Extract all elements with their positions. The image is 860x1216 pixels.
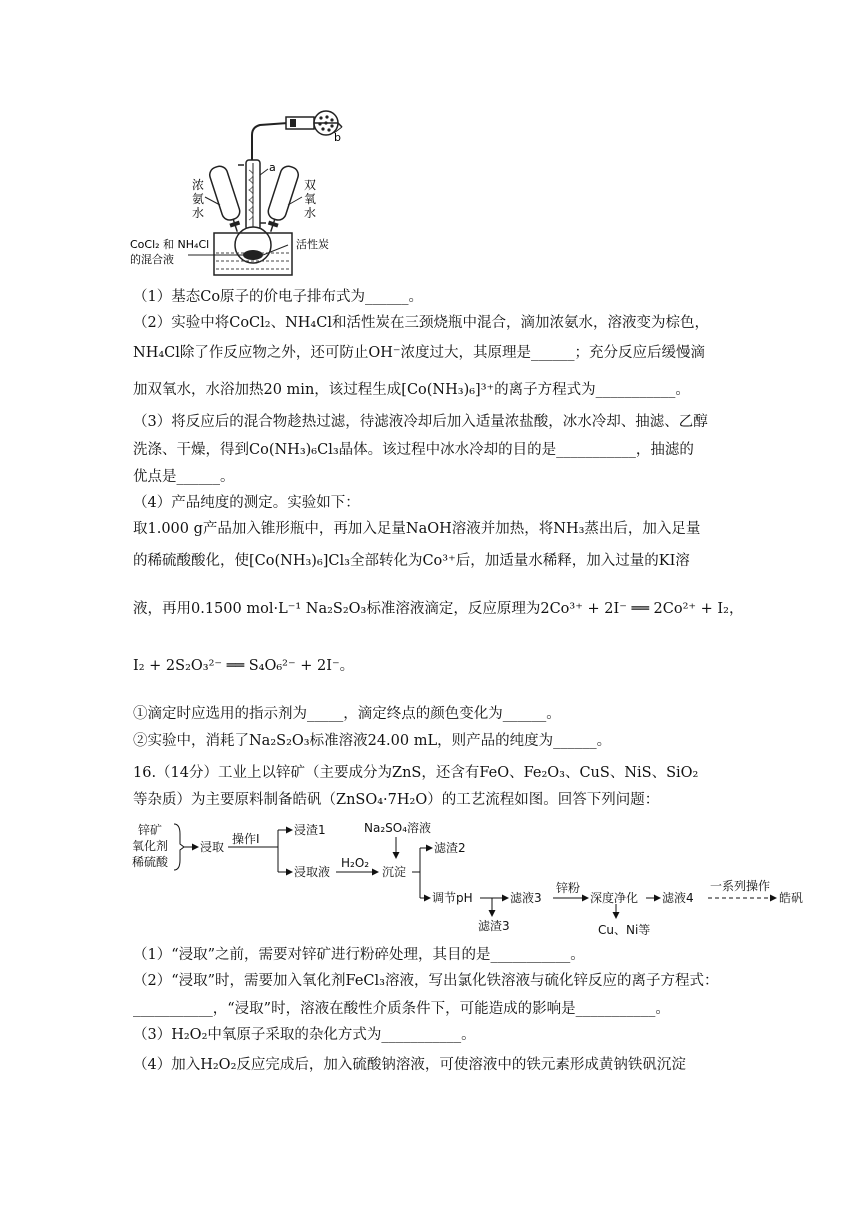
- q16-part2-line1: （2）“浸取”时，需要加入氧化剂FeCl₃溶液，写出氯化铁溶液与硫化锌反应的离子方程式：: [133, 973, 719, 989]
- flow-cu-ni: Cu、Ni等: [598, 923, 651, 937]
- right-flask-label: 双氧水: [304, 178, 317, 220]
- q15-part2-line1: （2）实验中将CoCl₂、NH₄Cl和活性炭在三颈烧瓶中混合，滴加浓氨水，溶液变为棕色，: [133, 315, 709, 331]
- flow-raw-ore: 锌矿: [138, 823, 163, 837]
- q16-part3: （3）H₂O₂中氧原子采取的杂化方式为___________。: [133, 1027, 476, 1043]
- q16-part1: （1）“浸取”之前，需要对锌矿进行粉碎处理，其目的是___________。: [133, 947, 585, 963]
- q15-part2-line3: 加双氧水，水浴加热20 min，该过程生成[Co(NH₃)₆]³⁺的离子方程式为___________。: [133, 382, 690, 398]
- apparatus-figure: [128, 105, 368, 285]
- flow-raw-oxidant: 氧化剂: [132, 839, 169, 853]
- q15-part4-line3: 液，再用0.1500 mol·L⁻¹ Na₂S₂O₃标准溶液滴定，反应原理为2Co³⁺ + 2I⁻ ══ 2Co²⁺ + I₂，: [133, 601, 744, 617]
- flow-raw-acid: 稀硫酸: [132, 855, 169, 869]
- q16-part2-line2: ___________，“浸取”时，溶液在酸性介质条件下，可能造成的影响是___________。: [133, 1001, 670, 1017]
- flow-h2o2: H₂O₂: [341, 856, 370, 870]
- flow-leach: 浸取: [200, 840, 225, 854]
- flow-zinc-powder: 锌粉: [556, 881, 581, 895]
- q15-part3-line2: 洗涤、干燥，得到Co(NH₃)₆Cl₃晶体。该过程中冰水冷却的目的是___________，抽滤的: [133, 442, 694, 458]
- flow-residue-2: 滤渣2: [434, 841, 466, 855]
- q16-intro-line2: 等杂质）为主要原料制备皓矾（ZnSO₄·7H₂O）的工艺流程如图。回答下列问题：: [133, 792, 660, 808]
- flow-operation-1: 操作Ⅰ: [232, 832, 260, 846]
- q15-part4-line4: I₂ + 2S₂O₃²⁻ ══ S₄O₆²⁻ + 2I⁻。: [133, 658, 355, 674]
- label-a: a: [269, 161, 276, 174]
- flow-leachate: 浸取液: [294, 865, 331, 879]
- q15-part4-heading: （4）产品纯度的测定。实验如下：: [133, 495, 360, 511]
- flow-residue-3: 滤渣3: [478, 919, 510, 933]
- flow-filtrate-3: 滤液3: [510, 891, 542, 905]
- flow-series-ops: 一系列操作: [710, 879, 771, 893]
- label-b: b: [334, 131, 341, 144]
- carbon-label: 活性炭: [296, 238, 329, 251]
- q15-part3-line3: 优点是______。: [133, 469, 235, 485]
- q16-part4: （4）加入H₂O₂反应完成后，加入硫酸钠溶液，可使溶液中的铁元素形成黄钠铁矾沉淀: [133, 1057, 686, 1073]
- flow-filtrate-4: 滤液4: [662, 891, 694, 905]
- process-flowchart: [128, 820, 818, 942]
- q15-part1: （1）基态Co原子的价电子排布式为______。: [133, 289, 424, 305]
- flow-deep-purification: 深度净化: [590, 891, 639, 905]
- flow-product: 皓矾: [779, 891, 804, 905]
- q15-part4-line1: 取1.000 g产品加入锥形瓶中，再加入足量NaOH溶液并加热，将NH₃蒸出后，加入足量: [133, 521, 701, 537]
- mixture-label-1: CoCl₂ 和 NH₄Cl: [130, 238, 210, 251]
- q15-part4-line2: 的稀硫酸酸化，使[Co(NH₃)₆]Cl₃全部转化为Co³⁺后，加适量水稀释，加入过量的KI溶: [133, 553, 690, 569]
- flow-precipitation: 沉淀: [382, 865, 407, 879]
- left-flask-label: 浓氨水: [192, 178, 205, 220]
- flow-na2so4: Na₂SO₄溶液: [364, 821, 432, 835]
- q15-part2-line2: NH₄Cl除了作反应物之外，还可防止OH⁻浓度过大，其原理是______；充分反应后缓慢滴: [133, 345, 706, 361]
- q16-intro-line1: 16.（14分）工业上以锌矿（主要成分为ZnS，还含有FeO、Fe₂O₃、CuS、NiS、SiO₂: [133, 765, 699, 781]
- flow-adjust-ph: 调节pH: [432, 891, 473, 905]
- q15-part3-line1: （3）将反应后的混合物趁热过滤，待滤液冷却后加入适量浓盐酸，冰水冷却、抽滤、乙醇: [133, 414, 708, 430]
- mixture-label-2: 的混合液: [130, 253, 174, 266]
- q15-sub2: ②实验中，消耗了Na₂S₂O₃标准溶液24.00 mL，则产品的纯度为______。: [133, 733, 612, 749]
- q15-sub1: ①滴定时应选用的指示剂为_____，滴定终点的颜色变化为______。: [133, 706, 561, 722]
- flow-residue-1: 浸渣1: [294, 823, 326, 837]
